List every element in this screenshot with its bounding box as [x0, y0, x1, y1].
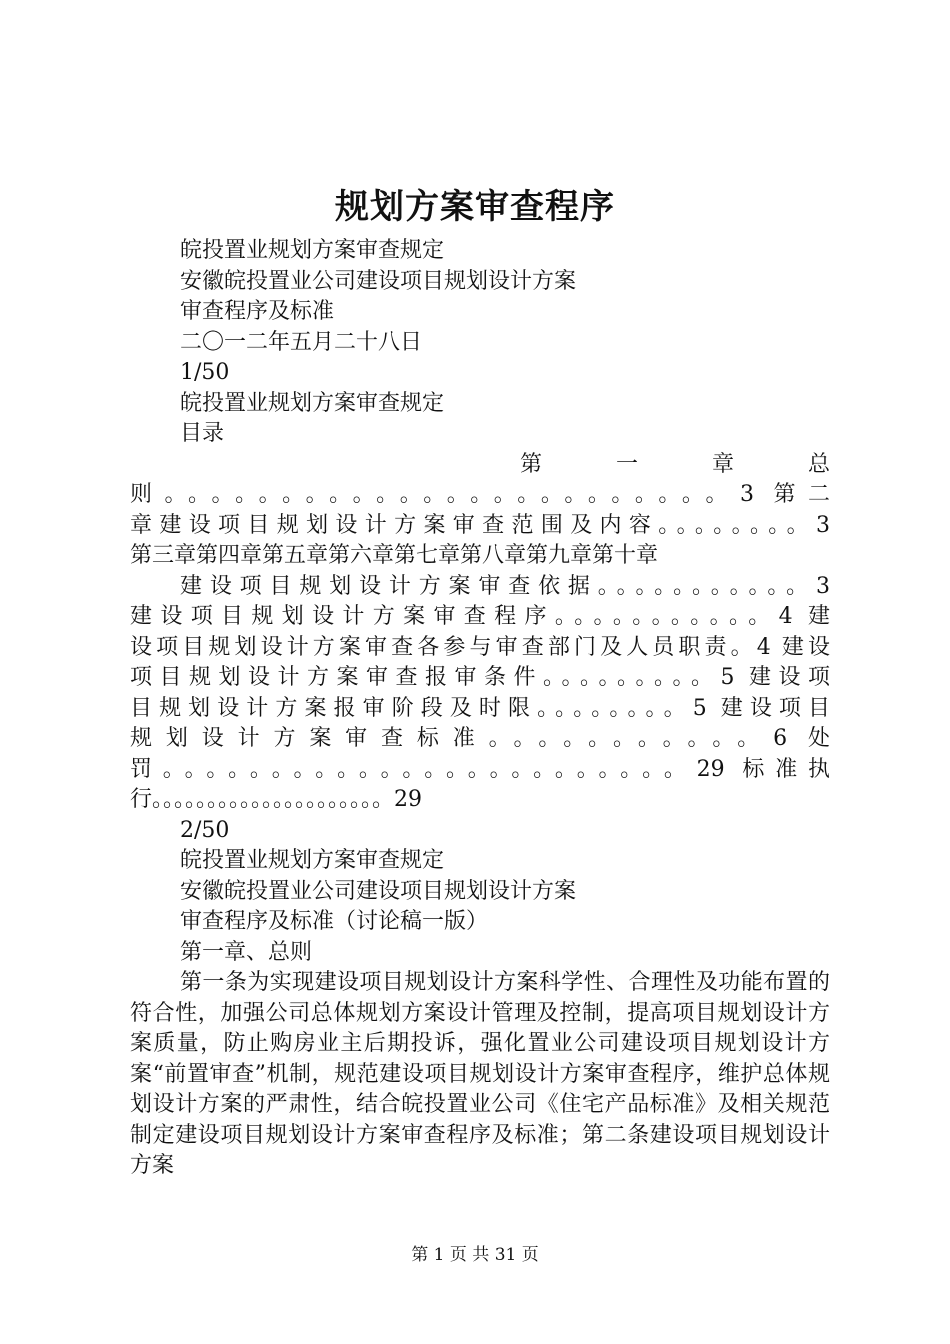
chapter-heading: 第一章、总则 — [180, 939, 313, 965]
toc-line: 目规划设计方案报审阶段及时限。。。。。。。。5 建设项目 — [130, 695, 830, 721]
page-footer: 第 1 页 共 31 页 — [411, 1245, 539, 1265]
toc-line: 第三章第四章第五章第六章第七章第八章第九章第十章 — [130, 543, 659, 568]
toc-line: 第 一 章 总 — [520, 451, 830, 477]
page-marker: 1/50 — [180, 360, 230, 385]
text-line: 皖投置业规划方案审查规定 — [180, 238, 445, 263]
toc-line: 罚。。。。。。。。。。。。。。。。。。。。。。。。29 标准执 — [130, 756, 830, 782]
toc-line: 项目规划设计方案审查报审条件。。。。。。。。。5 建设项 — [130, 665, 830, 690]
text-line: 审查程序及标准（讨论稿一版） — [180, 909, 489, 934]
body-paragraph — [130, 968, 830, 1182]
page-marker: 2/50 — [180, 817, 230, 843]
document-body — [130, 236, 830, 1182]
document-title: 规划方案审查程序 — [335, 187, 615, 227]
toc-line: 设项目规划设计方案审查各参与审查部门及人员职责。4 建设 — [130, 634, 830, 660]
text-line: 安徽皖投置业公司建设项目规划设计方案 — [180, 268, 577, 294]
toc-line: 行。。。。。。。。。。。。。。。。。。。。。29 — [130, 787, 422, 812]
paragraph-text: 第一条为实现建设项目规划设计方案科学性、合理性及功能布置的符合性，加强公司总体规划方案设计管理及控制，提高项目规划设计方案质量，防止购房业主后期投诉，强化置业公司建设项目规划设计方案“前置审查”机制，规范建设项目规划设计方案审查程序，维护总体规划设计方案的严肃性，结合皖投置业公司《住宅产品标准》及相关规范制定建设项目规划设计方案审查程序及标准；第二条建设项目规划设计方案 — [130, 970, 830, 1178]
toc-heading: 目录 — [180, 421, 225, 446]
text-line: 安徽皖投置业公司建设项目规划设计方案 — [180, 878, 577, 904]
text-line: 二〇一二年五月二十八日 — [180, 329, 423, 355]
toc-line: 建设项目规划设计方案审查程序。。。。。。。。。。。4 建 — [130, 604, 830, 629]
toc-line: 建设项目规划设计方案审查依据。。。。。。。。。。。3 — [180, 573, 830, 599]
text-line: 审查程序及标准 — [180, 299, 335, 324]
toc-line: 章建设项目规划设计方案审查范围及内容。。。。。。。。3 — [130, 512, 830, 538]
toc-line: 规划设计方案审查标准。。。。。。。。。。。6 处 — [130, 726, 830, 751]
text-line: 皖投置业规划方案审查规定 — [180, 390, 445, 416]
text-line: 皖投置业规划方案审查规定 — [180, 848, 445, 873]
toc-line: 则。。。。。。。。。。。。。。。。。。。。。。。。3 第二 — [130, 482, 830, 507]
